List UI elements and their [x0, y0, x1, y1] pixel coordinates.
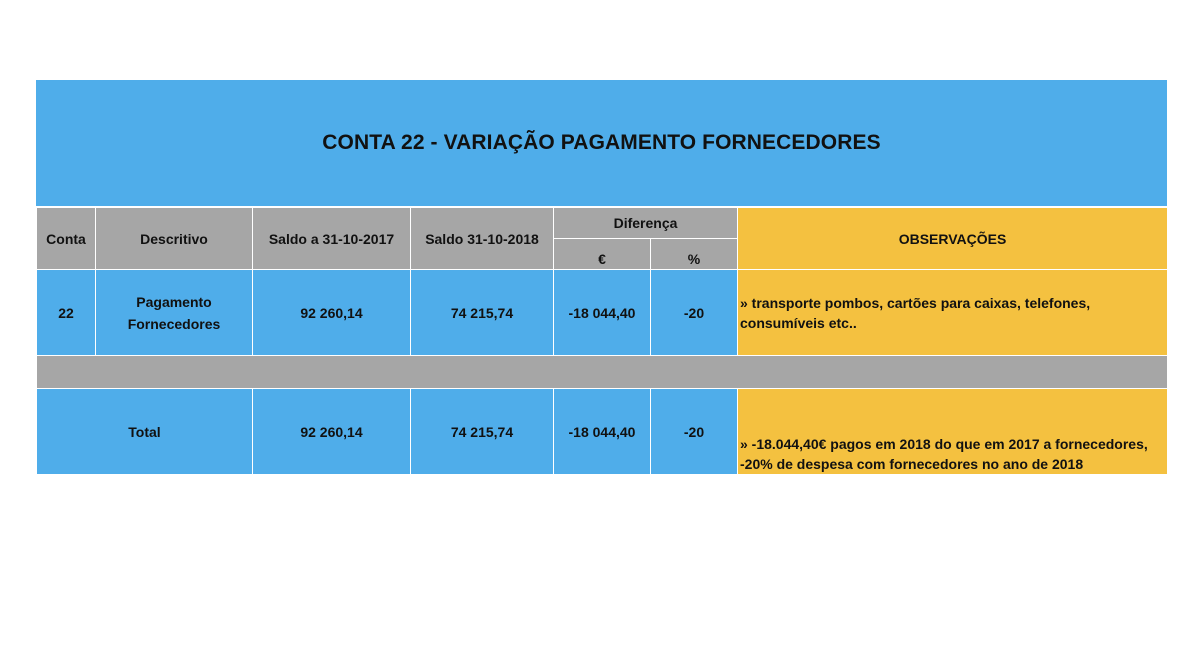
header-euro: € — [554, 239, 651, 270]
report-title: CONTA 22 - VARIAÇÃO PAGAMENTO FORNECEDORES — [322, 131, 881, 154]
spacer-row — [37, 356, 1168, 389]
total-row — [37, 389, 1168, 475]
row-saldo-2018: 74 215,74 — [411, 270, 554, 356]
header-diferenca: Diferença — [554, 208, 738, 239]
total-diff-euro: -18 044,40 — [554, 389, 651, 475]
header-conta: Conta — [37, 208, 96, 270]
total-saldo-2017: 92 260,14 — [253, 389, 411, 475]
total-label: Total — [37, 389, 253, 475]
row-descritivo-text: Pagamento Fornecedores — [127, 293, 221, 332]
table-row — [37, 270, 1168, 356]
row-observacoes: » transporte pombos, cartões para caixas, telefones, consumíveis etc.. — [738, 270, 1168, 356]
row-descritivo — [96, 270, 253, 356]
header-row-1 — [37, 208, 1168, 239]
spacer-cell — [37, 356, 1168, 389]
row-diff-pct: -20 — [651, 270, 738, 356]
title-band — [36, 80, 1167, 207]
row-saldo-2017: 92 260,14 — [253, 270, 411, 356]
data-table — [36, 207, 1168, 475]
header-descritivo: Descritivo — [96, 208, 253, 270]
report-table — [36, 80, 1167, 475]
row-diff-euro: -18 044,40 — [554, 270, 651, 356]
header-percent: % — [651, 239, 738, 270]
total-observacoes: » -18.044,40€ pagos em 2018 do que em 2017 a fornecedores, -20% de despesa com fornecedores no ano de 2018 — [738, 389, 1168, 475]
total-diff-pct: -20 — [651, 389, 738, 475]
header-saldo-2017: Saldo a 31-10-2017 — [253, 208, 411, 270]
header-saldo-2018: Saldo 31-10-2018 — [411, 208, 554, 270]
total-saldo-2018: 74 215,74 — [411, 389, 554, 475]
row-conta: 22 — [37, 270, 96, 356]
header-observacoes: OBSERVAÇÕES — [738, 208, 1168, 270]
